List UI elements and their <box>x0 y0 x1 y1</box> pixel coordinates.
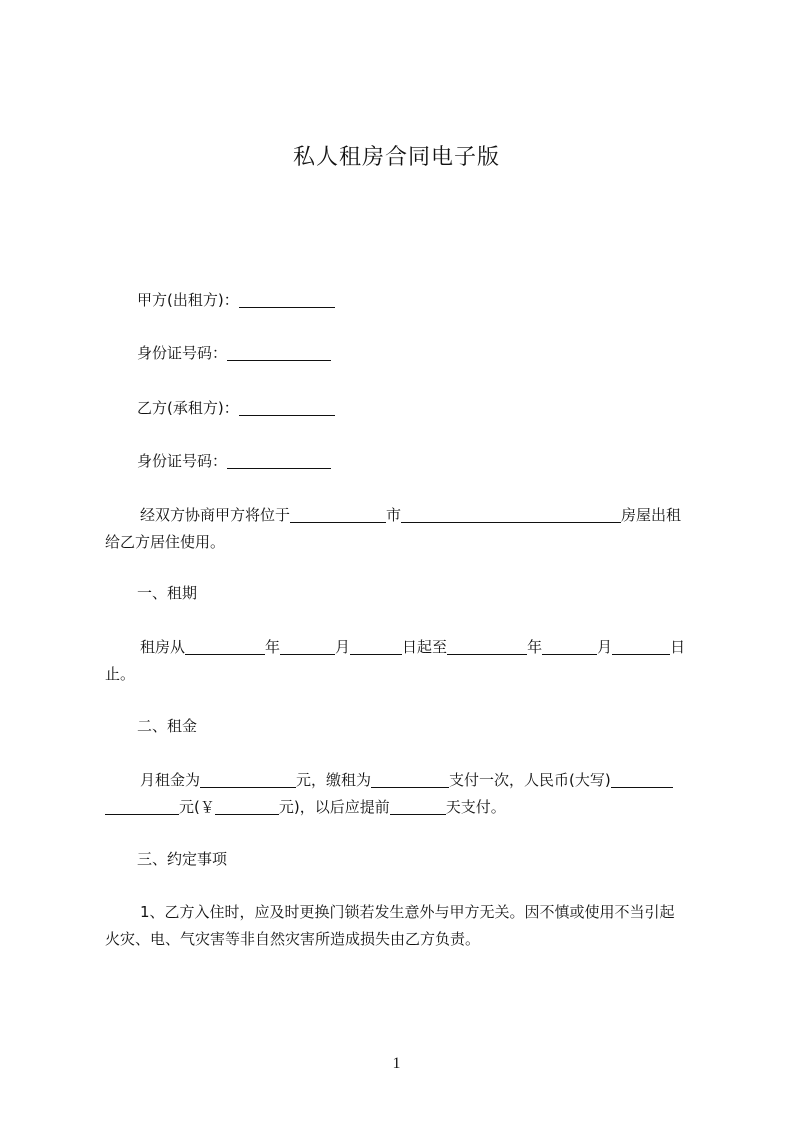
rent-advance-text: 元)，以后应提前 <box>278 798 390 816</box>
address-blank <box>401 506 621 523</box>
term-from-text: 租房从 <box>140 638 186 656</box>
advance-days-blank <box>390 798 446 815</box>
start-month-blank <box>280 638 335 655</box>
party-a-label: 甲方(出租方)： <box>137 291 239 309</box>
clause-1-line-2: 火灾、电、气灾害等非自然灾害所造成损失由乙方负责。 <box>105 930 481 948</box>
page-number: 1 <box>392 1055 401 1072</box>
monthly-rent-blank <box>200 771 296 788</box>
rent-yuan-text: 元(￥ <box>179 798 215 816</box>
party-a-blank <box>239 291 335 308</box>
term-end-day-text: 日 <box>670 638 686 656</box>
city-blank <box>290 506 386 523</box>
end-year-blank <box>447 638 527 655</box>
rent-monthly-text: 月租金为 <box>140 771 201 789</box>
intro-text: 经双方协商甲方将位于 <box>140 506 291 524</box>
party-b-blank <box>239 399 335 416</box>
rent-payment-text: 元，缴租为 <box>296 771 372 789</box>
term-line-2: 止。 <box>105 665 136 683</box>
start-day-blank <box>350 638 402 655</box>
rent-line-2 <box>105 794 710 821</box>
end-day-blank <box>612 638 670 655</box>
intro-line-1 <box>105 502 745 529</box>
rent-days-text: 天支付。 <box>445 798 506 816</box>
section-3-heading: 三、约定事项 <box>137 850 228 868</box>
party-b-id-line <box>105 448 742 475</box>
section-2-heading: 二、租金 <box>137 717 198 735</box>
intro-line-2: 给乙方居住使用。 <box>105 533 226 551</box>
clause-1-line-1: 1、乙方入住时，应及时更换门锁若发生意外与甲方无关。因不慎或使用不当引起 <box>140 903 675 921</box>
term-end-year-text: 年 <box>527 638 543 656</box>
party-a-id-label: 身份证号码： <box>137 344 228 362</box>
party-a-line <box>105 287 742 314</box>
term-year-text: 年 <box>265 638 281 656</box>
section-1-heading: 一、租期 <box>137 584 198 602</box>
party-b-id-label: 身份证号码： <box>137 452 228 470</box>
rent-rmb-text: 支付一次，人民币(大写) <box>449 771 611 789</box>
end-month-blank <box>542 638 597 655</box>
intro-rent-text: 房屋出租 <box>621 506 682 524</box>
rmb-number-blank <box>215 798 279 815</box>
term-end-month-text: 月 <box>597 638 613 656</box>
term-until-text: 日起至 <box>402 638 448 656</box>
party-b-label: 乙方(承租方)： <box>137 399 239 417</box>
payment-period-blank <box>371 771 449 788</box>
party-b-line <box>105 395 742 422</box>
start-year-blank <box>185 638 265 655</box>
party-a-id-blank <box>227 344 331 361</box>
term-line-1 <box>105 634 745 661</box>
party-a-id-line <box>105 340 742 367</box>
rmb-upper-blank-1 <box>611 771 673 788</box>
rmb-upper-blank-2 <box>105 798 179 815</box>
party-b-id-blank <box>227 452 331 469</box>
intro-city-text: 市 <box>386 506 402 524</box>
term-month-text: 月 <box>335 638 351 656</box>
rent-line-1 <box>105 767 745 794</box>
document-title: 私人租房合同电子版 <box>292 145 500 170</box>
